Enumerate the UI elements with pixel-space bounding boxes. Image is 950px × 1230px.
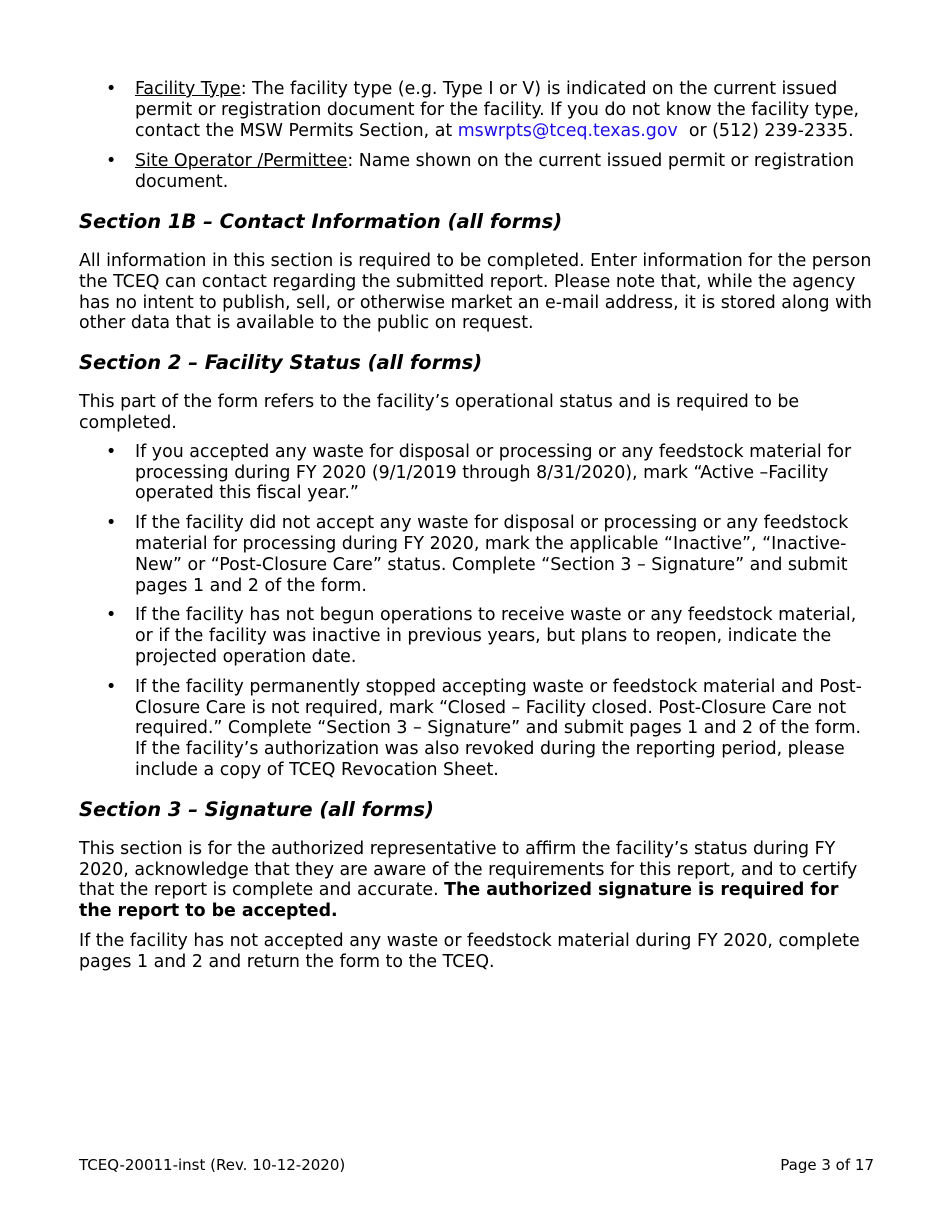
- list-item: [79, 79, 874, 141]
- section3-body2: If the facility has not accepted any waste or feedstock material during FY 2020, complete pages 1 and 2 and return the form to the TCEQ.: [79, 930, 860, 972]
- section2-list: [79, 442, 874, 781]
- list-item: • If you accepted any waste for disposal or processing or any feedstock material for processing during FY 2020 (9/1/2019 through 8/31/2020), mark “Active –Facility operated this fiscal year.”: [79, 442, 874, 504]
- list-item: • If the facility did not accept any waste for disposal or processing or any feedstock material for processing during FY 2020, mark the applicable “Inactive”, “Inactive-New” or “Post-Closure Care” status. Complete “Section 3 – Signature” and submit pages 1 and 2 of the form.: [79, 513, 874, 596]
- list-item: • If the facility has not begun operations to receive waste or any feedstock material, or if the facility was inactive in previous years, but plans to reopen, indicate the projected operation date.: [79, 605, 874, 667]
- section3-heading: Section 3 – Signature (all forms): [79, 797, 434, 821]
- page-footer: [79, 1156, 874, 1174]
- section1b-heading: Section 1B – Contact Information (all forms): [79, 209, 563, 233]
- list-item: • If the facility permanently stopped accepting waste or feedstock material and Post-Closure Care is not required, mark “Closed – Facility closed. Post-Closure Care not required.” Complete “Section 3 – Signature” and submit pages 1 and 2 of the form. If the facility’s authorization was also revoked during the reporting period, please include a copy of TCEQ Revocation Sheet.: [79, 677, 874, 781]
- site-operator-term: Site Operator /Permittee: [135, 151, 348, 172]
- email-link[interactable]: mswrpts@tceq.texas.gov: [457, 120, 678, 141]
- facility-type-text: : The facility type (e.g. Type I or V) is indicated on the current issued permit or registration document for the facility. If you do not know the facility type, contact the MSW Permits Section, at: [135, 79, 860, 141]
- site-operator-text: : Name shown on the current issued permit or registration document.: [135, 151, 855, 193]
- signature-required-note: The authorized signature is required for the report to be accepted.: [79, 880, 839, 922]
- form-id: TCEQ-20011-inst (Rev. 10-12-2020): [79, 1156, 346, 1174]
- section2-intro: This part of the form refers to the facility’s operational status and is required to be completed.: [79, 392, 800, 433]
- page-number: Page 3 of 17: [780, 1156, 874, 1174]
- section2-heading: Section 2 – Facility Status (all forms): [79, 351, 483, 375]
- document-page: [79, 79, 874, 973]
- section1a-list: [79, 79, 874, 193]
- list-item: [79, 151, 874, 193]
- section1b-body: All information in this section is required to be completed. Enter information for the person the TCEQ can contact regarding the submitted report. Please note that, while the agency has no intent to publish, sell, or otherwise market an e-mail address, it is stored along with other data that is available to the public on request.: [79, 250, 872, 334]
- facility-type-term: Facility Type: [135, 79, 241, 99]
- section3-body: [79, 839, 874, 922]
- phone-text: or (512) 239-2335.: [677, 120, 854, 141]
- section3-body-text: This section is for the authorized representative to affirm the facility’s status during FY 2020, acknowledge that they are aware of the requirements for this report, and to certify that the report is complete and accurate.: [79, 838, 858, 901]
